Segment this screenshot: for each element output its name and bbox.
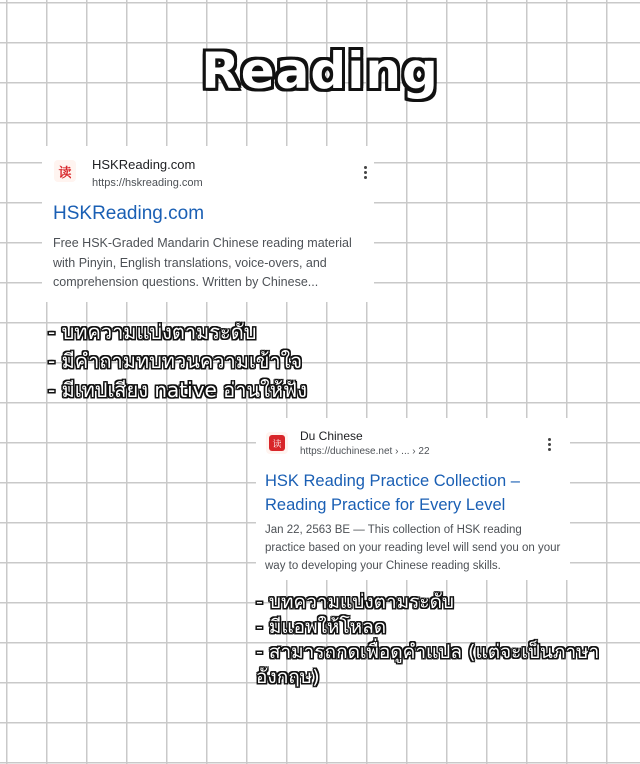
notes-duchinese (256, 590, 616, 690)
note-line: - มีคำถามทบทวนความเข้าใจ (48, 349, 303, 373)
result-header (256, 418, 570, 458)
note-line: - บทความแบ่งตามระดับ (256, 591, 454, 613)
result-snippet: Free HSK-Graded Mandarin Chinese reading material with Pinyin, English translations, voice-overs, and comprehension questions. Written by Chinese... (53, 236, 352, 289)
note-line: - มีแอพให้โหลด (256, 616, 387, 638)
search-result-card-hskreading (42, 146, 374, 302)
more-options-icon[interactable] (364, 166, 367, 181)
search-result-card-duchinese (256, 418, 570, 580)
result-site-name: HSKReading.com (92, 157, 196, 172)
result-title-link[interactable]: HSK Reading Practice Collection – Reading Practice for Every Level (265, 472, 520, 514)
result-title-link[interactable]: HSKReading.com (53, 203, 205, 224)
note-line: - มีเทปเสียง native อ่านให้ฟัง (48, 378, 307, 402)
reading-logo-icon: 读 (54, 160, 76, 182)
more-options-icon[interactable] (548, 438, 551, 453)
page-title: Reading (201, 42, 439, 100)
duchinese-logo-icon: 读 (266, 432, 288, 454)
result-site-url[interactable] (300, 446, 430, 457)
result-header (42, 146, 374, 189)
result-url-domain: https://duchinese.net (300, 446, 393, 457)
notes-hskreading (48, 318, 307, 405)
result-site-name: Du Chinese (300, 429, 363, 443)
result-url-path: › ... › 22 (392, 446, 430, 457)
note-line: - สามารถกดเพื่อดูคำแปล (แต่จะเป็นภาษาอังกฤษ) (256, 641, 600, 688)
note-line: - บทความแบ่งตามระดับ (48, 320, 257, 344)
result-site-url[interactable]: https://hskreading.com (92, 177, 203, 189)
result-snippet: Jan 22, 2563 BE — This collection of HSK reading practice based on your reading level will send you on your way to developing your Chinese reading skills. (265, 524, 561, 572)
